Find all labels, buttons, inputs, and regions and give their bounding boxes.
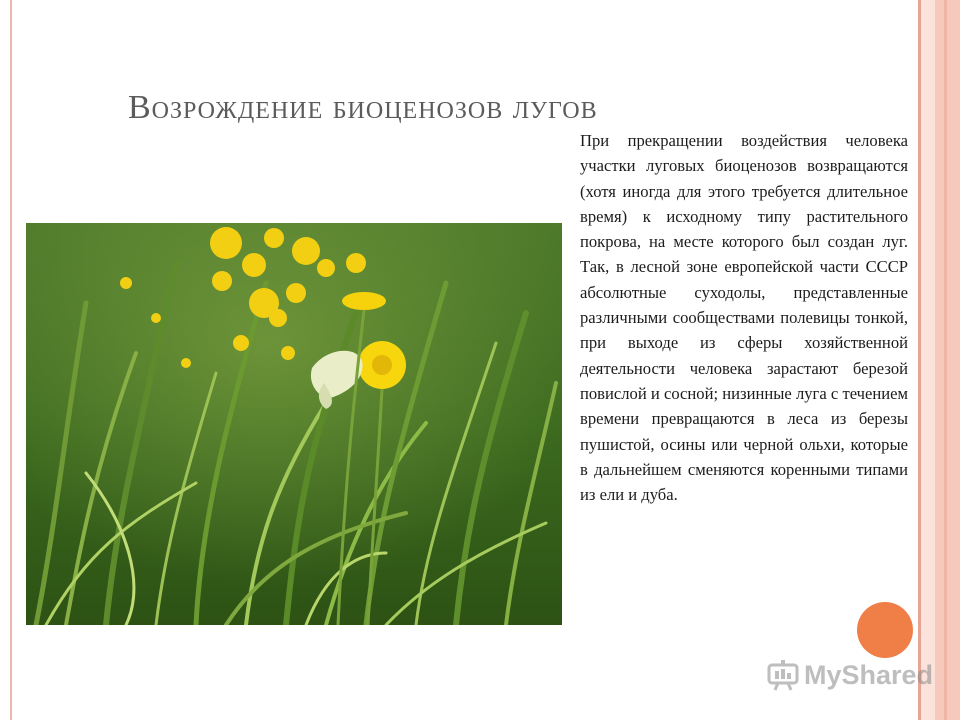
meadow-photo [26,223,562,625]
slide-title: Возрождение биоценозов лугов [128,88,598,126]
slide-body-text: При прекращении воздействия человека участки луговых биоценозов возвращаются (хотя иногда для этого требуется длительное время) к исходному типу растительного покрова, на месте которого был создан луг. Так, в лесной зоне европейской части СССР абсолютные суходолы, представленные различными сообществами полевицы тонкой, при выходе из сферы хозяйственной деятельности человека зарастают березой повислой и сосной; низинные луга с течением времени превращаются в леса из березы пушистой, осины или черной ольхи, которые в дальнейшем сменяются коренными типами из ели и дуба. [580,131,908,505]
left-border-line [10,0,12,720]
watermark [766,655,933,695]
presentation-board-icon [766,658,800,692]
right-border-band-outer [935,0,960,720]
right-border-stripe [944,0,947,720]
slide-number-badge [857,602,913,658]
watermark-text: MyShared [804,659,934,690]
right-border-band-light [921,0,935,720]
